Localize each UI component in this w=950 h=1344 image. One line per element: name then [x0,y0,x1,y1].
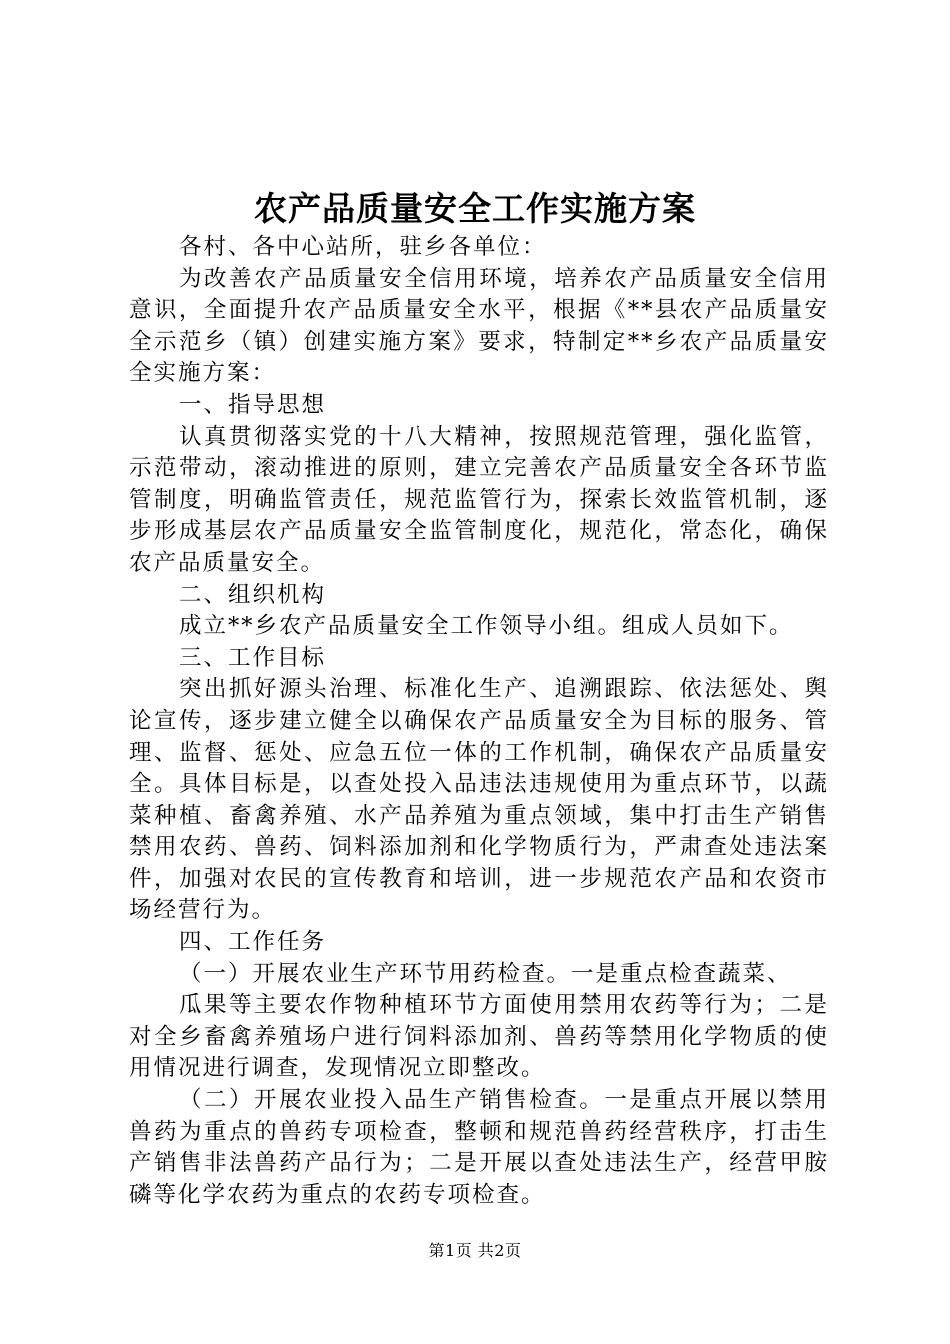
guiding-thought-paragraph: 认真贯彻落实党的十八大精神，按照规范管理，强化监管，示范带动，滚动推进的原则，建立完善农产品质量安全各环节监管制度，明确监管责任，规范监管行为，探索长效监管机制，逐步形成基层农产品质量安全监管制度化，规范化，常态化，确保农产品质量安全。 [129,423,829,576]
task-one-heading: （一）开展农业生产环节用药检查。一是重点检查蔬菜、 [179,960,792,987]
goals-paragraph: 突出抓好源头治理、标准化生产、追溯跟踪、依法惩处、舆论宣传，逐步建立健全以确保农产品质量安全为目标的服务、管理、监督、惩处、应急五位一体的工作机制，确保农产品质量安全。具体目标是，以查处投入品违法违规使用为重点环节，以蔬菜种植、畜禽养殖、水产品养殖为重点领域，集中打击生产销售禁用农药、兽药、饲料添加剂和化学物质行为，严肃查处违法案件，加强对农民的宣传教育和培训，进一步规范农产品和农资市场经营行为。 [129,676,829,924]
section-heading-guiding-thought: 一、指导思想 [179,391,327,418]
salutation: 各村、各中心站所，驻乡各单位： [179,234,547,260]
task-two-paragraph: （二）开展农业投入品生产销售检查。一是重点开展以禁用兽药为重点的兽药专项检查，整顿和规范兽药经营秩序，打击生产销售非法兽药产品行为；二是开展以查处违法生产，经营甲胺磷等化学农药为重点的农药专项检查。 [129,1087,829,1208]
document-title: 农产品质量安全工作实施方案 [254,189,696,228]
task-one-paragraph: 瓜果等主要农作物种植环节方面使用禁用农药等行为；二是对全乡畜禽养殖场户进行饲料添加剂、兽药等禁用化学物质的使用情况进行调查，发现情况立即整改。 [129,992,829,1082]
document-body [129,232,829,1211]
intro-paragraph: 为改善农产品质量安全信用环境，培养农产品质量安全信用意识，全面提升农产品质量安全水平，根据《**县农产品质量安全示范乡（镇）创建实施方案》要求，特制定**乡农产品质量安全实施方案： [129,265,829,387]
organization-paragraph: 成立**乡农产品质量安全工作领导小组。组成人员如下。 [179,613,794,640]
section-heading-goals: 三、工作目标 [179,644,327,671]
section-heading-organization: 二、组织机构 [179,581,327,608]
section-heading-tasks: 四、工作任务 [179,929,327,956]
page-number: 第1页 共2页 [428,1241,522,1260]
